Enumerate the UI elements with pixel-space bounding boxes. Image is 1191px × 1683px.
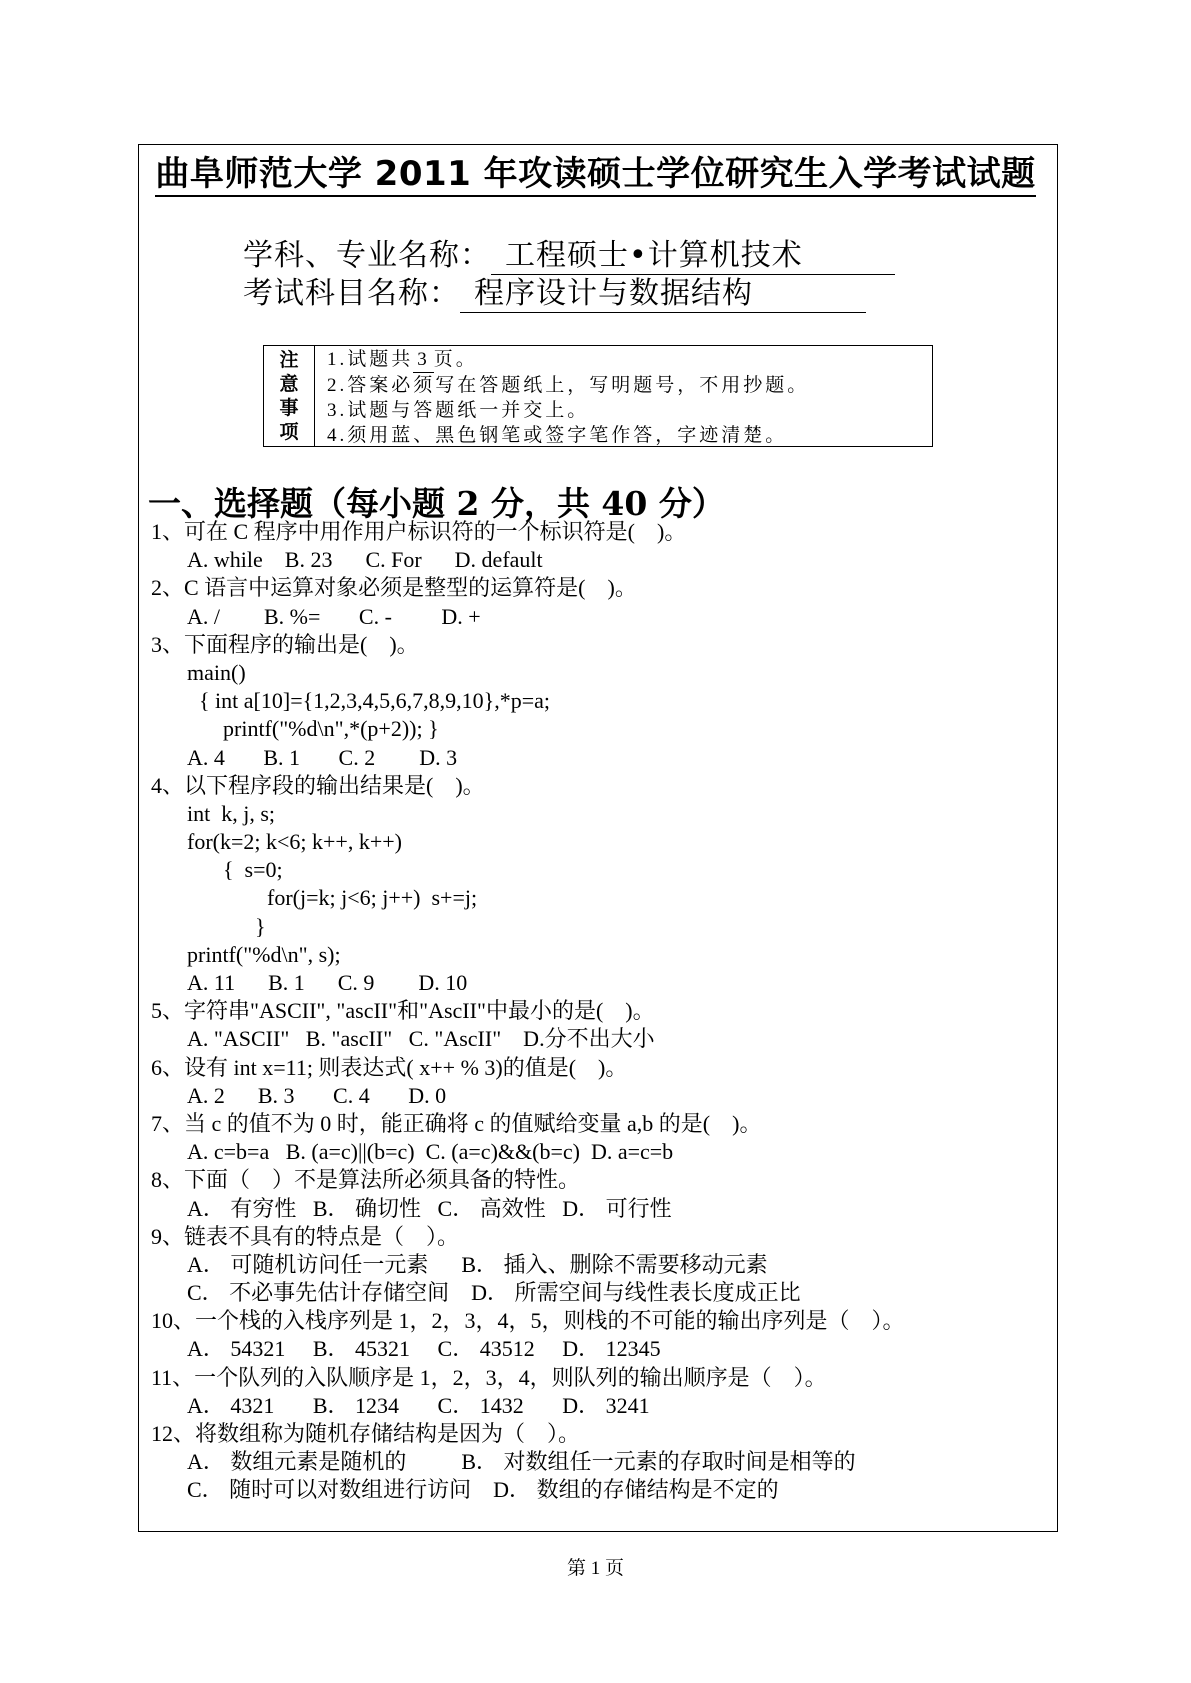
code-line: { int a[10]={1,2,3,4,5,6,7,8,9,10},*p=a;: [199, 688, 551, 714]
question-12-options: A． 数组元素是随机的 B． 对数组任一元素的存取时间是相等的: [187, 1449, 856, 1475]
question-7: 7、当 c 的值不为 0 时，能正确将 c 的值赋给变量 a,b 的是( )。: [151, 1110, 762, 1136]
code-line: printf("%d\n",*(p+2)); }: [223, 716, 439, 742]
subject-value: 工程硕士•计算机技术: [491, 230, 895, 275]
section-title: 一、选择题（每小题 2 分，共 40 分）: [148, 484, 725, 523]
question-9: 9、链表不具有的特点是（ ）。: [151, 1223, 460, 1249]
notice-line-2: 2.答案必须写在答题纸上，写明题号，不用抄题。: [327, 375, 810, 396]
question-9-options: C． 不必事先估计存储空间 D． 所需空间与线性表长度成正比: [187, 1280, 801, 1306]
question-2-options: A. / B. %= C. - D. +: [187, 603, 481, 629]
question-12: 12、将数组称为随机存储结构是因为（ ）。: [151, 1421, 581, 1446]
question-list: [151, 518, 1051, 1505]
question-4: 4、以下程序段的输出结果是( )。: [151, 772, 485, 798]
notice-head-char: 事: [279, 397, 299, 419]
question-6-options: A. 2 B. 3 C. 4 D. 0: [187, 1082, 447, 1108]
question-7-options: A. c=b=a B. (a=c)||(b=c) C. (a=c)&&(b=c) D. a=c=b: [187, 1139, 674, 1165]
question-3: 3、下面程序的输出是( )。: [151, 631, 419, 657]
question-11: 11、一个队列的入队顺序是 1，2，3，4，则队列的输出顺序是（ ）。: [151, 1364, 827, 1390]
question-8: 8、下面（ ）不是算法所必须具备的特性。: [151, 1167, 581, 1193]
question-1: 1、可在 C 程序中用作用户标识符的一个标识符是( )。: [151, 519, 687, 544]
question-2: 2、C 语言中运算对象必须是整型的运算符是( )。: [151, 575, 637, 601]
code-line: for(j=k; j<6; j++) s+=j;: [267, 885, 478, 911]
code-line: main(): [187, 659, 246, 685]
page-number: 第 1 页: [566, 1558, 624, 1579]
exam-value: 程序设计与数据结构: [460, 268, 866, 313]
notice-heading: [264, 346, 315, 446]
code-line: int k, j, s;: [187, 800, 276, 826]
notice-body: [315, 346, 809, 446]
question-8-options: A． 有穷性 B． 确切性 C． 高效性 D． 可行性: [187, 1195, 672, 1221]
exam-title: 曲阜师范大学 2011 年攻读硕士学位研究生入学考试试题: [0, 146, 1191, 195]
question-6: 6、设有 int x=11; 则表达式( x++ % 3)的值是( )。: [151, 1054, 628, 1080]
code-line: { s=0;: [223, 857, 283, 883]
notice-head-char: 意: [279, 373, 299, 395]
exam-label: 考试科目名称：: [243, 276, 460, 311]
notice-line-4: 4.须用蓝、黑色钢笔或签字笔作答，字迹清楚。: [327, 425, 788, 446]
question-10-options: A． 54321 B． 45321 C． 43512 D． 12345: [187, 1336, 661, 1362]
code-line: }: [255, 913, 266, 939]
subject-label: 学科、专业名称：: [243, 238, 491, 273]
question-3-options: A. 4 B. 1 C. 2 D. 3: [187, 744, 458, 770]
notice-head-char: 项: [279, 421, 299, 443]
code-line: for(k=2; k<6; k++, k++): [187, 829, 402, 855]
notice-line-3: 3.试题与答题纸一并交上。: [327, 400, 590, 421]
notice-line-1: 1.试题共 3 页。: [327, 347, 809, 373]
question-10: 10、一个栈的入栈序列是 1，2，3，4，5，则栈的不可能的输出序列是（ ）。: [151, 1308, 905, 1334]
exam-subject-line: [243, 268, 866, 313]
question-4-options: A. 11 B. 1 C. 9 D. 10: [187, 970, 468, 995]
code-line: printf("%d\n", s);: [187, 941, 341, 967]
notice-box: [263, 345, 933, 447]
question-5-options: A. "ASCII" B. "ascII" C. "AscII" D.分不出大小: [187, 1026, 655, 1052]
notice-head-char: 注: [279, 349, 299, 371]
question-9-options: A． 可随机访问任一元素 B． 插入、删除不需要移动元素: [187, 1251, 768, 1277]
question-11-options: A． 4321 B． 1234 C． 1432 D． 3241: [187, 1392, 650, 1418]
question-12-options: C． 随时可以对数组进行访问 D． 数组的存储结构是不定的: [187, 1477, 779, 1503]
question-1-options: A. while B. 23 C. For D. default: [187, 547, 543, 573]
page-count: 3: [413, 347, 434, 373]
question-5: 5、字符串"ASCII", "ascII"和"AscII"中最小的是( )。: [151, 998, 655, 1024]
